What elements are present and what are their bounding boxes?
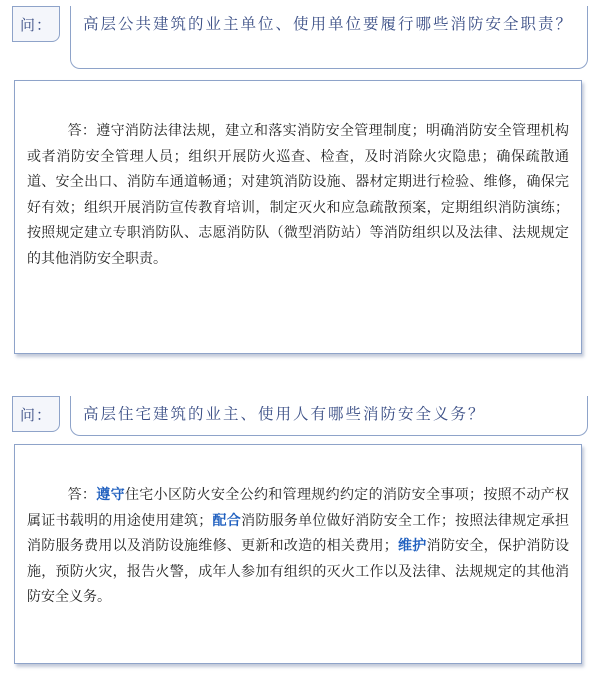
keyword-maintain: 维护 [397,538,427,554]
answer-segment-2: 消防服务单位做好消防安全工作；按照法律规定承担消防服务费用以及消防设施维修、更新和改造的相关费用； [27,512,570,554]
question-label: 问： [12,6,60,42]
qa-section-2 [0,396,603,668]
answer-prefix: 答： [67,487,97,503]
answer-box [14,444,582,664]
keyword-comply: 遵守 [96,487,125,503]
keyword-cooperate: 配合 [212,512,242,529]
question-label: 问： [12,396,60,432]
qa-section-1 [0,6,603,356]
answer-text: 答：遵守消防法律法规，建立和落实消防安全管理制度；明确消防安全管理机构或者消防安全管理人员；组织开展防火巡查、检查，及时消除火灾隐患；确保疏散通道、安全出口、消防车通道畅通；对建筑消防设施、器材定期进行检验、维修，确保完好有效；组织开展消防宣传教育培训，制定灭火和应急疏散预案，定期组织消防演练；按照规定建立专职消防队、志愿消防队（微型消防站）等消防组织以及法律、法规规定的其他消防安全职责。 [27,123,569,267]
question-box [70,396,588,436]
answer-segment-1: 住宅小区防火安全公约和管理规约约定的消防安全事项；按照不动产权属证书载明的用途使用建筑； [27,487,569,529]
answer-box [14,80,582,354]
question-text: 高层公共建筑的业主单位、使用单位要履行哪些消防安全职责？ [83,15,574,33]
answer-text [27,483,569,611]
question-box [70,6,588,69]
answer-segment-3: 消防安全，保护消防设施，预防火灾，报告火警，成年人参加有组织的灭火工作以及法律、法规规定的其他消防安全义务。 [27,538,570,605]
question-text: 高层住宅建筑的业主、使用人有哪些消防安全义务？ [83,405,486,423]
